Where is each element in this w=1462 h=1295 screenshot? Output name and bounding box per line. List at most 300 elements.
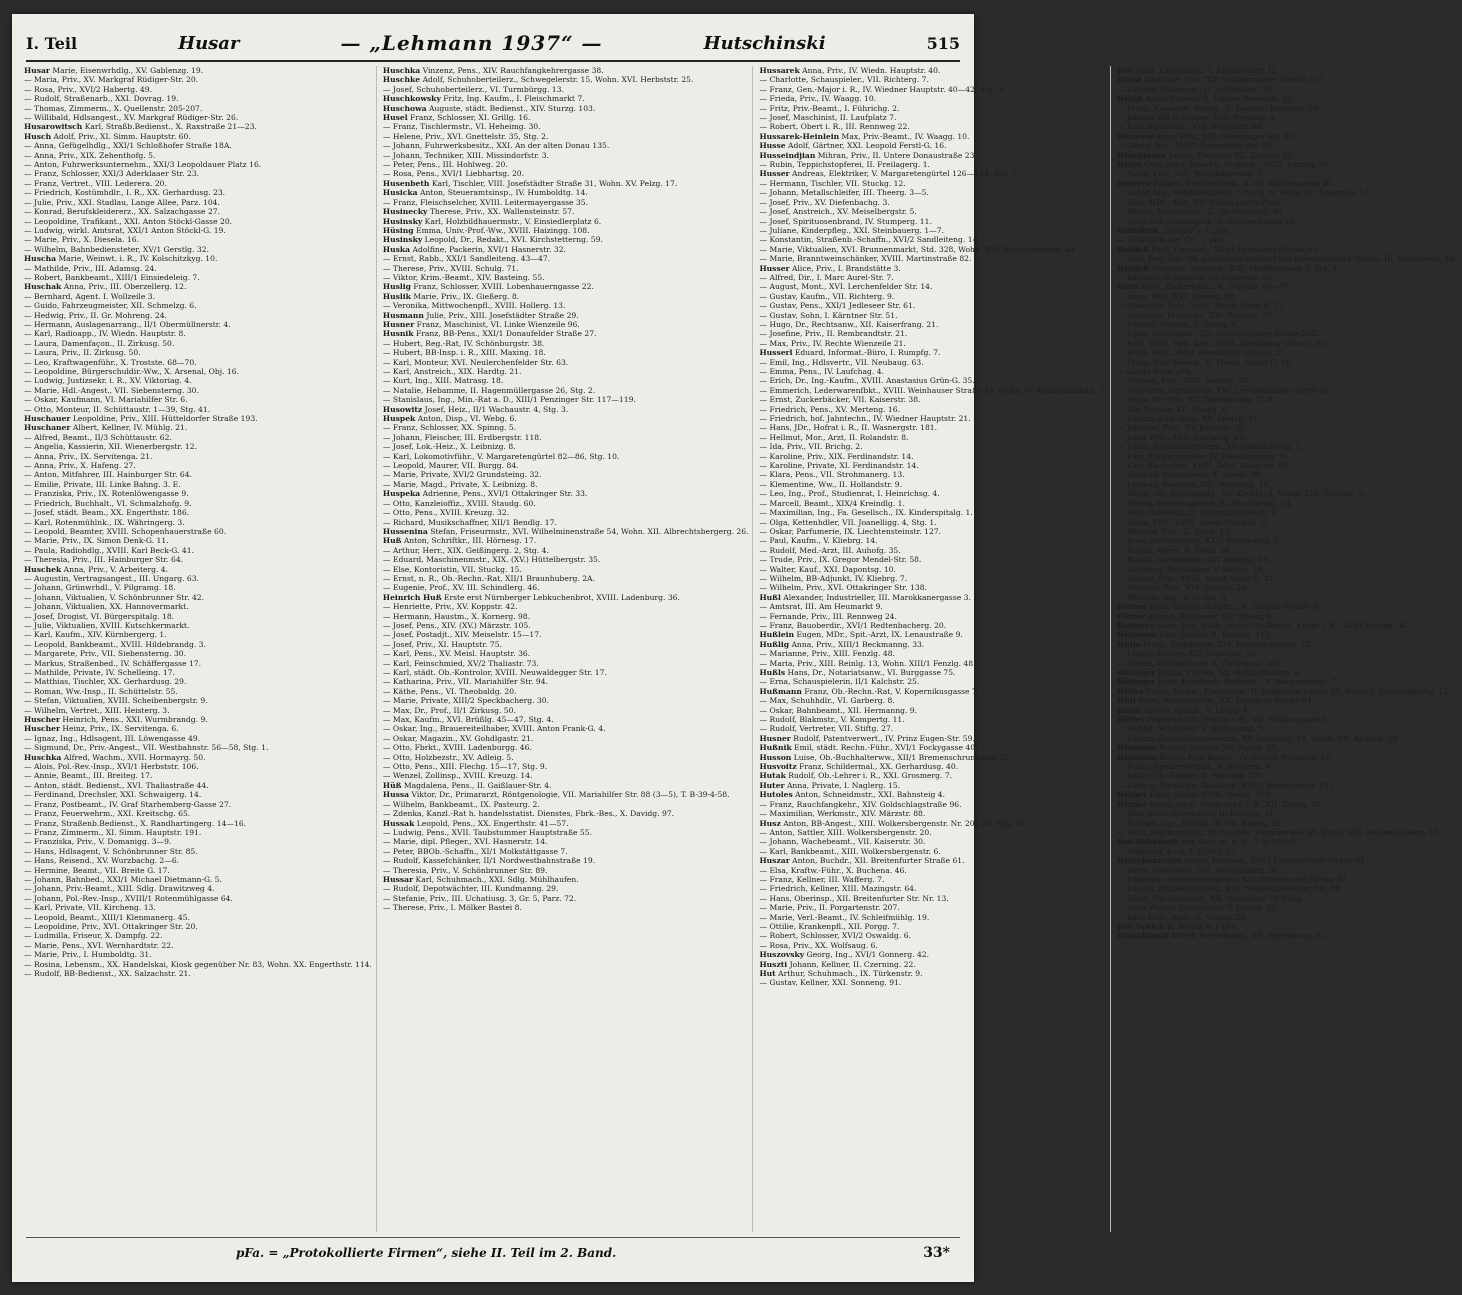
directory-entry (1117, 866, 1458, 875)
entry-details: Anna, Private, I. Naglerg. 15. (786, 780, 901, 790)
entry-details: Alfred, Wachm., XVII. Hormayrg. 50. (63, 752, 206, 762)
directory-entry (383, 273, 749, 282)
directory-entry (383, 762, 749, 771)
entry-details: Alfred, Betriebsing., XII. Jägerhausg. 31. (1170, 931, 1328, 941)
entry-details: — Franz, Rauchfangkehr., XIV. Goldschlagstraße 96. (759, 799, 962, 809)
directory-entry (383, 470, 749, 479)
entry-details: — Hutfabrik Lief Co., I. pFa. (1116, 235, 1226, 245)
directory-entry (24, 273, 372, 282)
directory-entry (24, 668, 372, 677)
entry-details: — Marie, Pens., XVI. Wernhardtstr. 22. (24, 940, 174, 950)
directory-entry (24, 866, 372, 875)
entry-details: — Katharina, Priv., VII. Mariahilfer Str. 94. (382, 677, 548, 687)
entry-surname: Huschowa (382, 103, 427, 113)
entry-details: — Franziska, Priv., V. Domanigg. 3—9. (24, 837, 172, 847)
entry-details: — Hedwig, Priv., XVII. Skodag. 24. (1116, 376, 1251, 386)
directory-entry (759, 329, 1105, 338)
directory-entry (1117, 292, 1458, 301)
directory-entry (383, 875, 749, 884)
entry-details: — Karl, Anstreich., XIX. Hardtg. 21. (382, 367, 522, 376)
entry-details: — Hubert, BB-Insp. i. R., XIII. Maxing. 18. (382, 348, 546, 358)
directory-entry (1117, 433, 1458, 442)
entry-details: — Johann, Bronzebijouterieerz., XV. Luftbadg. 12, Wohn. VII. Apollog. 20. (1116, 733, 1400, 743)
directory-entry (383, 649, 749, 658)
entry-details: — Hans, JDr., Hofrat i. R., II. Wasnergstr. 181. (759, 423, 938, 433)
entry-details: — Franz, Fleischselcher, XVIII. Leitermayergasse 35. (382, 197, 588, 207)
directory-entry (1117, 85, 1458, 94)
entry-details: — Peter, BBOb.-Schaffn., XI/1 Molkstättgasse 7. (382, 846, 568, 856)
entry-details: — Leopold, Maurer, VII. Burgg. 84. (382, 461, 519, 471)
directory-entry (759, 866, 1105, 875)
directory-entry (383, 66, 749, 75)
directory-entry (1117, 188, 1458, 197)
entry-details: — Emil, MDr., Spit.-Arzt, XVIII. Anastasius Grün-G. 35. (1116, 338, 1328, 348)
entry-surname: Husel (382, 113, 408, 123)
directory-entry (24, 169, 372, 178)
entry-details: Adolf, Schuhoberteilerz., Schwegelerstr. 15, Wohn. XVI. Herbststr. 25. (422, 75, 694, 85)
directory-entry (759, 931, 1105, 940)
entry-details: Anna, Priv., V. Arbeiterg. 4. (63, 564, 169, 574)
entry-surname: Hußl (759, 592, 781, 602)
directory-entry (24, 217, 372, 226)
entry-details: — Anna, Gefügelhdlg., XXI/1 Schloßhofer Straße 18A. (24, 141, 232, 151)
entry-surname: Hutfabrik (1116, 225, 1159, 235)
entry-details: — Otto, Kanzleioffiz., XVIII. Staudg. 60. (382, 498, 536, 508)
entry-details: Alexander, Industrieller, III. Marokkanergasse 3. (783, 592, 971, 602)
entry-surname: Hütinger (1116, 677, 1156, 687)
entry-details: — Helene, Priv., XVI. Gnettelstr. 35, Stg. 2. (382, 131, 549, 141)
directory-entry (1117, 113, 1458, 122)
directory-entry (759, 282, 1105, 291)
entry-details: — Franz, Straßenb.Bedienst., X. Randhartingerg. 14—16. (24, 818, 247, 828)
directory-entry (24, 612, 372, 621)
directory-entry (383, 800, 749, 809)
directory-entry (1117, 583, 1458, 592)
directory-entry (1117, 800, 1458, 809)
entry-details: — Stefan, BB-Schlosser, X. Gudrunstr. 166. (1116, 658, 1283, 668)
directory-entry (24, 781, 372, 790)
entry-details: — Angelia, Kassierin, XII. Wienerbergstr. 12. (24, 442, 197, 452)
entry-details: — Theresia, Priv., V. Schönbrunner Str. 89. (382, 865, 548, 875)
entry-details: — Julius, Schuhoberteilerz., XV. Dingelstedtg. 3. (1116, 442, 1303, 452)
entry-details: — Johann, Fleischer, III. Erdbergstr. 118. (382, 432, 542, 442)
entry-details: — Anton, Sattler, XIII. Wolkersbergenstr. 20. (759, 827, 932, 837)
entry-details: — Max, städt. Oberlehrer, II. Parichg. 31. (1116, 809, 1277, 819)
directory-entry (383, 358, 749, 367)
entry-surname: Huß (382, 536, 402, 546)
entry-details: — Karl, MDr., Arzt, IX. Wasag. 28. (1116, 912, 1248, 922)
entry-details: Adolf, Priv., XI. Simm. Hauptstr. 60. (53, 131, 191, 141)
directory-entry (759, 405, 1105, 414)
directory-entry (759, 104, 1105, 113)
entry-details: — Anna, Priv., IX. Servitenga. 21. (24, 451, 153, 461)
entry-details: Emil, städt. Rechn.-Führ., XVI/1 Fockygasse 40. (794, 743, 978, 753)
directory-entry (1117, 452, 1458, 461)
directory-entry (383, 668, 749, 677)
directory-entry (24, 85, 372, 94)
entry-details: — Hans, Hdlsagent, V. Schönbrunner Str. 85. (24, 846, 198, 856)
entry-details: — Alfred, Beamt., II/3 Schüttaustr. 62. (24, 432, 172, 442)
directory-entry (759, 837, 1105, 846)
entry-details: — Paul, Schweitr., II. Afrernbrückenstr. 2. (1116, 508, 1279, 518)
entry-details: — Maria, Priv., XV. Markgraf Rüdiger-Str. 20. (24, 75, 199, 85)
entry-surname: Hutschinski (1116, 931, 1169, 941)
entry-details: — Leopold, Beamter, XVIII. Schopenhauerstraße 60. (24, 526, 227, 536)
entry-surname: Hütner (1116, 799, 1148, 809)
directory-entry (1117, 367, 1458, 376)
entry-details: — Franz, Priv.-Beamt., X. Theod. Sickel-G. 16. (1116, 357, 1294, 367)
entry-surname: Hutschenreiter (1116, 856, 1182, 866)
directory-entry (759, 113, 1105, 122)
entry-details: Karl, Holzbildhauermstr., V. Einsiedlerplatz 6. (424, 216, 602, 226)
entry-details: — Marcell, Beamt., XIX/4 Kreindlg. 1. (759, 498, 905, 508)
directory-column-4 (1117, 66, 1462, 1232)
entry-details: — Theresia, Priv., III. Hainburger Str. 64. (24, 555, 184, 565)
directory-entry (1117, 743, 1458, 752)
entry-details: Alois, Zuckerbäck., X. Troststr. 68—70. (1140, 282, 1292, 292)
directory-entry (759, 198, 1105, 207)
entry-details: — Gustav, Kellner, XXI. Sonneng. 91. (759, 978, 902, 988)
entry-details: Mihran, Priv., II. Untere Donaustraße 23. (817, 150, 977, 160)
directory-entry (383, 320, 749, 329)
directory-entry (1117, 847, 1458, 856)
entry-details: — Leopold, Bankbeamt., XVIII. Hildebrandg. 3. (24, 639, 206, 649)
entry-details: — Richard, Priv., II. Enng. 15. (1116, 526, 1232, 536)
entry-details: — Ida, Private, XII. Bonyg. 6. (1116, 404, 1229, 414)
directory-entry (24, 960, 372, 969)
directory-entry (759, 480, 1105, 489)
entry-details: — Hans, Reisend., XV. Wurzbachg. 2—6. (24, 856, 180, 866)
directory-entry (24, 941, 372, 950)
directory-entry (759, 734, 1105, 743)
directory-entry (759, 668, 1105, 677)
entry-details: — Siegfried, Hdlsangest., II. Sternechplatz 10. (1116, 216, 1297, 226)
entry-details: — Leo, Kraftwagenführ., X. Trostste. 68—70. (24, 357, 197, 367)
entry-details: — Leopold, Beamter, XIII. Wiggerlg. 10. (1116, 479, 1271, 489)
entry-details: Marie, Priv., IX. Gießerg. 8. (413, 291, 520, 301)
directory-entry (759, 395, 1105, 404)
directory-entry (383, 621, 749, 630)
entry-details: — Anton, Mitfahrer, III. Hainburger Str. 64. (24, 470, 192, 480)
directory-entry (759, 217, 1105, 226)
directory-entry (383, 790, 749, 799)
directory-entry (24, 715, 372, 724)
directory-entry (759, 922, 1105, 931)
directory-entry (759, 348, 1105, 357)
entry-details: — Ernst, n. R., Ob.-Rechn.-Rat, XII/1 Braunhuberg. 2A. (382, 573, 595, 583)
entry-details: Paul, Tierwärt., XIII/1 Penzinger Straße 63. (1151, 244, 1320, 254)
entry-details: — Franz, Spezereiwrhdl., X. Buchena. 4. (1116, 762, 1273, 772)
directory-entry (1117, 894, 1458, 903)
entry-details: — Karl, Radioapp., IV. Wiedn. Hauptstr. 8. (24, 329, 186, 339)
entry-surname: Hutmann (1116, 743, 1157, 753)
entry-details: — Henriette, Priv., XV. Koppstr. 42. (382, 602, 518, 612)
entry-details: Anton, Schriftkr., III. Hörnesg. 17. (403, 536, 537, 546)
entry-details: Franz, Ob.-Rechn.-Rat, V. Kopernikusgasse 7. (804, 686, 980, 696)
directory-entry (24, 734, 372, 743)
entry-details: — Otto, Fbrkt., XVIII. Ladenburgg. 46. (382, 743, 532, 753)
entry-surname: Hußmann (759, 686, 802, 696)
entry-details: Eugen, MDr., Spit.-Arzt, IX. Lenaustraße 9. (796, 630, 963, 640)
entry-surname: Husser (759, 263, 790, 273)
directory-entry (24, 452, 372, 461)
entry-details: Magdalena, Pens., II. Gaißlauer-Str. 4. (403, 780, 552, 790)
directory-entry (383, 518, 749, 527)
directory-entry (24, 819, 372, 828)
directory-entry (383, 217, 749, 226)
directory-entry (759, 555, 1105, 564)
entry-details: — Augustin, Vertragsangest., III. Ungarg. 63. (24, 573, 199, 583)
entry-details: — Elisabeth, Schneiderzugeber, XVI. Ottakringer Straße 91. (1116, 874, 1350, 884)
directory-entry (24, 884, 372, 893)
directory-entry (759, 311, 1105, 320)
entry-details: — Else, Kontoristin, VII. Stuckg. 15. (382, 564, 522, 574)
directory-entry (1117, 311, 1458, 320)
entry-details: — Zdenka, Kanzl.-Rat h. handelsstatist. Dienstes, Fbrk.-Bes., X. Davidg. 97. (382, 809, 675, 819)
directory-entry (383, 809, 749, 818)
directory-page (12, 14, 1458, 1282)
directory-entry (24, 311, 372, 320)
entry-details: — Josef, Drogist, VI. Bürgerspitalg. 18. (24, 611, 175, 621)
directory-entry (1117, 762, 1458, 771)
entry-details: — Wilhelm, Vertret., XIII. Heisterg. 3. (24, 705, 170, 715)
entry-details: — Franz, Tischlermstr., VI. Heheimg. 30. (382, 122, 541, 132)
directory-entry (24, 809, 372, 818)
directory-entry (1117, 217, 1458, 226)
directory-entry (24, 301, 372, 310)
directory-entry (24, 414, 372, 423)
entry-details: Friedrich, Ob.-Faktor i. R., VII. Neubaugasse 5. (1147, 715, 1330, 725)
page-title: — „Lehmann 1937“ — (340, 31, 603, 55)
entry-details: Johann, Bildhauer, XIV. Pillerg 4. (1147, 611, 1274, 621)
entry-details: — Franz, Postbeamt., IV. Graf Starhemberg-Gasse 27. (24, 799, 232, 809)
directory-entry (24, 837, 372, 846)
directory-entry (759, 442, 1105, 451)
entry-details: — Karoline, Schneider, XV. Zelberstr. 28. (1116, 272, 1274, 282)
directory-entry (383, 226, 749, 235)
directory-entry (383, 771, 749, 780)
entry-details: — Karl, Rotenmühlnk., IX. Währingerg. 3. (24, 517, 185, 527)
entry-details: — Hermann, Auslagenarrang., II/1 Obermüllnerstr. 4. (24, 319, 231, 329)
entry-details: — Leopold, Beamt., XIII/1 Klenmanerg. 45. (24, 912, 190, 922)
entry-details: — Therese, Priv., XVIII. Schulg. 71. (382, 263, 519, 273)
entry-details: — Gustav, Sohn, I. Kärntner Str. 51. (759, 310, 898, 320)
entry-details: — Gustav, Pens., XXI/1 Jedleseer Str. 61. (759, 301, 916, 311)
entry-details: — Robert, Bankbeamt., XIII/1 Einsiedeleig. 7. (24, 272, 200, 282)
entry-details: — Josef, städt. Beam., XX. Engerthstr. 186. (24, 508, 190, 518)
entry-details: Auguste, städt. Bedienst., XIV. Sturzg. 103. (428, 103, 596, 113)
directory-entry (24, 574, 372, 583)
entry-details: — Thomas, Zimmerm., X. Quellenstr. 205-207. (24, 103, 203, 113)
directory-entry (24, 245, 372, 254)
entry-surname: Hutfleß (1116, 244, 1150, 254)
directory-entry (383, 339, 749, 348)
directory-entry (1117, 198, 1458, 207)
directory-entry (24, 141, 372, 150)
directory-entry (759, 583, 1105, 592)
entry-surname: Huschak (24, 282, 62, 292)
directory-entry (24, 188, 372, 197)
directory-entry (24, 122, 372, 131)
entry-surname: Huspeka (382, 489, 421, 499)
entry-details: Georg, Ing., XVI/1 Gonnerg. 42. (806, 950, 930, 960)
directory-entry (24, 292, 372, 301)
directory-columns (24, 66, 1458, 1232)
entry-details: — Emma, Pens., IV. Laufchag. 4. (759, 367, 884, 376)
entry-details: Marie, Weinwt. i. R., IV. Kolschitzkyg. 10. (58, 254, 218, 264)
directory-entry (1117, 461, 1458, 470)
directory-entry (383, 715, 749, 724)
entry-surname: Husinsky (382, 216, 423, 226)
entry-details: — Rudolf, Blakmstr., V. Kompertg. 11. (759, 715, 905, 725)
directory-entry (1117, 612, 1458, 621)
directory-entry (759, 762, 1105, 771)
directory-entry (383, 602, 749, 611)
directory-entry (759, 188, 1105, 197)
directory-entry (383, 659, 749, 668)
directory-entry (24, 320, 372, 329)
directory-entry (24, 969, 372, 978)
entry-details: — Viktor, Krim.-Beamt., XIV. Basteing. 55. (382, 272, 545, 282)
entry-details: Erste erst Nürnberger Lebkuchenbrot, XVIII. Ladenburg. 36. (443, 592, 680, 602)
entry-surname: Hutfleß (1116, 263, 1150, 273)
entry-details: Robert, Kellner, XII. Rotog. 28. (1159, 743, 1279, 753)
directory-entry (383, 198, 749, 207)
entry-details: — Franz, Kassenvr. Beamt., II. Landstr. Hauptstr. 69. (1116, 103, 1321, 113)
directory-entry (759, 367, 1105, 376)
entry-details: — Leo, Ing., Prof., Studienrat, I. Heinrichsg. 4. (759, 489, 940, 499)
directory-entry (1117, 677, 1458, 686)
directory-entry (1117, 179, 1458, 188)
directory-column-3 (759, 66, 1110, 1232)
entry-details: — Stanislaus, Ing., Min.-Rat a. D., XIII/1 Penzinger Str. 117—119. (382, 395, 636, 405)
directory-entry (759, 612, 1105, 621)
directory-entry (24, 875, 372, 884)
entry-details: — Ernst, Zuckerbäcker, VII. Kaiserstr. 38. (759, 395, 921, 405)
entry-details: Anton, Steueramtsinsp., IV. Humboldtg. 14. (420, 188, 588, 198)
entry-details: — Robert, Obert i. R., III. Rennweg 22. (759, 122, 910, 132)
entry-details: Albert, Kellner, IV. Mühlg. 21. (72, 423, 188, 433)
entry-details: Luise, Ob.-Buchhalterww., XII/1 Bremenschrungasse 29. (793, 752, 1012, 762)
entry-details: Anna, Priv., XIII/1 Beckmanng. 33. (791, 639, 925, 649)
directory-entry (759, 913, 1105, 922)
entry-details: — Anna, Priv., X. Hafeng. 27. (24, 461, 136, 471)
entry-surname: Husner (759, 733, 791, 743)
entry-surname: Huslig (382, 282, 411, 292)
directory-entry (24, 470, 372, 479)
directory-entry (759, 621, 1105, 630)
entry-details: Anna, Priv., IV. Wiedn. Hauptstr. 40. (802, 66, 941, 75)
entry-details: Franz, Archit., Fliesenerz., II. Erdberger Lände 20, Wohn. I. Himmelpfortg. 12. (1145, 686, 1451, 696)
directory-entry (1117, 254, 1458, 263)
directory-entry (759, 320, 1105, 329)
entry-details: — Marie, Priv., IX. Simon Denk-G. 11. (24, 536, 169, 546)
entry-surname: Husenbeth (382, 178, 430, 188)
entry-surname: Husvoitz (759, 762, 797, 772)
directory-entry (24, 527, 372, 536)
entry-details: Josef, Straßb.-Schaffn., X. Triester Straße 9. (1149, 602, 1320, 612)
entry-details: — Rudolf, Kassefchänker, II/1 Nordwestbahnstraße 19. (382, 856, 596, 866)
entry-details: Heinz, Priv., IX. Servitenga. 6. (62, 724, 179, 734)
entry-details: — Hägeling, 4—6, T. U-39-5-57. (1116, 846, 1239, 856)
entry-details: Emma, Univ.-Prof.-Ww., XVIII. Haizingg. 108. (416, 225, 590, 235)
entry-details: — Berta, Oberstww., VII. Westbahnstr. 58. (1116, 865, 1280, 875)
sheet-signature: 33* (923, 1245, 950, 1261)
entry-details: Rudolf, Patentverwert., IV. Prinz Eugen-Str. 59. (793, 733, 975, 743)
entry-details: — Wilhelm, BB-Adjunkt, IV. Kliebrg. 7. (759, 573, 908, 583)
entry-details: Anna, Priv., III. Oberzellerg. 12. (63, 282, 187, 292)
entry-details: — Erich, Priv., XVIII. Anastasius Grün-G. 21. (1116, 348, 1288, 358)
entry-details: — Frieda, Priv., IV. Waagg. 10. (759, 94, 877, 104)
entry-details: Josef, Heiz., II/1 Wachaustr. 4, Stg. 3. (424, 404, 569, 414)
entry-details: Adolfine, Packerin, XVI/1 Hasnerstr. 32. (412, 244, 566, 254)
entry-surname: Hußlein (759, 630, 795, 640)
entry-surname: Huszovsky (759, 950, 805, 960)
entry-surname: Huscher (24, 715, 60, 725)
directory-entry (1117, 668, 1458, 677)
directory-entry (759, 508, 1105, 517)
entry-details: — Johann, Viktualien, XX. Hannovermarkt. (24, 602, 189, 612)
entry-details: — Dorothea, Mustlehr., XXI. Wninng. 37. (1116, 310, 1275, 320)
page-header (26, 28, 960, 58)
entry-surname: Husicka (382, 188, 418, 198)
directory-entry (24, 395, 372, 404)
directory-entry (1117, 329, 1458, 338)
directory-entry (24, 179, 372, 188)
entry-details: Bruno, Priv.-Beamt., IV. Rechte Wienzeile 15. (1159, 752, 1333, 762)
directory-entry (24, 743, 372, 752)
directory-entry (24, 593, 372, 602)
directory-entry (383, 264, 749, 273)
directory-entry (759, 235, 1105, 244)
directory-entry (383, 536, 749, 545)
entry-surname: Husner (382, 319, 415, 329)
entry-details: — Klara, Pens., VII. Strohmanerg. 13. (759, 470, 905, 480)
entry-surname: Huscha (24, 254, 57, 264)
entry-details: Josef, Kanzleigeh., I. Elisabethstr. 15. (1135, 66, 1280, 75)
entry-details: Hans, Maler, XVIII. Genzg. 160. (1149, 790, 1273, 800)
directory-entry (383, 555, 749, 564)
directory-entry (1117, 630, 1458, 639)
directory-entry (24, 630, 372, 639)
entry-details: — Friedrich, Kellner, XIII. Mazingstr. 64. (759, 884, 917, 894)
directory-entry (383, 423, 749, 432)
entry-details: Gustav, Beamt., V. Lehrg. 4. (1143, 705, 1250, 715)
directory-entry (1117, 790, 1458, 799)
entry-details: — Wilhelm, Priv., XVI. Ottakringer Str. 138. (759, 583, 927, 593)
entry-details: — Otto, Monteur, II. Schüttaustr. 1—39, Stg. 41. (24, 404, 211, 414)
entry-surname: Husnik (382, 329, 414, 339)
entry-surname: Hütl (1116, 696, 1136, 706)
directory-entry (24, 565, 372, 574)
entry-details: — Franziska, Priv., IX. Rotenlöwengasse 9. (24, 489, 189, 499)
entry-surname: Huspek (382, 414, 416, 424)
entry-details: — Max, Schuhhdlr., VI. Garberg. 8. (759, 696, 895, 706)
entry-details: — Josef, Priv., XVII. Florianig. 43. (1116, 432, 1246, 442)
entry-surname: Husarowitsch (24, 122, 83, 132)
directory-entry (1117, 160, 1458, 169)
directory-entry (1117, 169, 1458, 178)
entry-details: — Laura, Priv., II. Zirkusg. 50. (24, 348, 141, 358)
entry-details: W. Schick & f. pFa. (1166, 921, 1239, 931)
directory-entry (1117, 358, 1458, 367)
entry-details: reg. Gen. m. b. H., I. U-39-5-57. (1181, 837, 1304, 847)
directory-entry (1117, 837, 1458, 846)
entry-details: Franz, Schlosser, XI. Grillg. 16. (410, 113, 531, 123)
directory-entry (1117, 386, 1458, 395)
entry-details: — Alois, Pol.-Rev.-Insp., XVI/1 Herbststr. 106. (24, 762, 199, 772)
entry-details: — Johann, Fuhrwerksbesitz., XXI. An der alten Donau 135. (382, 141, 610, 151)
